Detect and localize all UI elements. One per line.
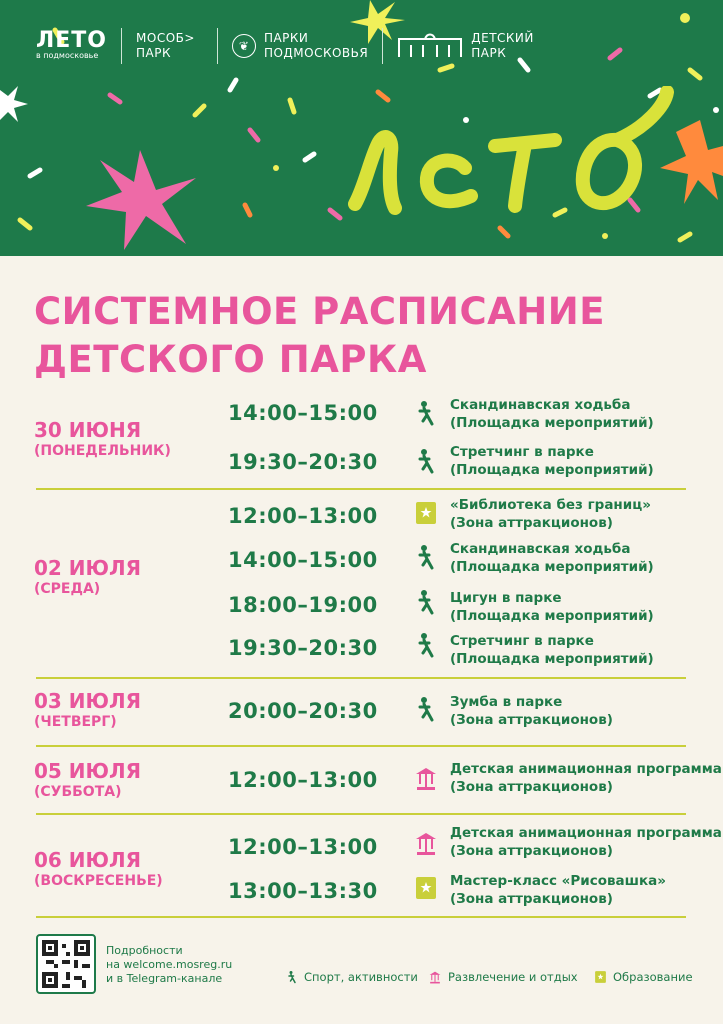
event-place: (Площадка мероприятий)	[450, 651, 654, 667]
day-date: 03 ИЮЛЯ	[34, 689, 142, 713]
event-title: Детская анимационная программа	[450, 825, 722, 841]
more-info-text	[106, 944, 232, 986]
divider	[36, 677, 686, 679]
legend-edu	[594, 970, 693, 984]
event-title: Стретчинг в парке	[450, 444, 594, 460]
mosobl-line2: ПАРК	[136, 46, 172, 60]
book-icon	[594, 970, 607, 984]
leto-logo-text: ЛЕТО	[36, 28, 108, 53]
event-place: (Площадка мероприятий)	[450, 559, 654, 575]
logo-divider	[382, 28, 383, 64]
event-info	[450, 396, 654, 432]
event-title: Зумба в парке	[450, 694, 563, 710]
day-date: 06 ИЮЛЯ	[34, 848, 142, 872]
legend-fun	[428, 970, 578, 984]
page-title	[34, 288, 605, 384]
event-info	[450, 824, 722, 860]
event-info	[450, 760, 722, 796]
day-weekday: (ПОНЕДЕЛЬНИК)	[34, 443, 171, 459]
leaf-icon: ❦	[232, 34, 256, 58]
event-time: 14:00–15:00	[228, 401, 378, 425]
sport-icon	[414, 544, 438, 570]
day-date: 05 ИЮЛЯ	[34, 759, 142, 783]
event-info	[450, 589, 654, 625]
legend-edu-label: Образование	[613, 970, 693, 984]
more-info-line1: Подробности	[106, 944, 183, 957]
event-title: Детская анимационная программа	[450, 761, 722, 777]
page-title-line1: СИСТЕМНОЕ РАСПИСАНИЕ	[34, 290, 606, 333]
event-place: (Площадка мероприятий)	[450, 462, 654, 478]
mosobl-line1: МОСОБ>	[136, 31, 195, 45]
event-info	[450, 632, 654, 668]
event-place: (Зона аттракционов)	[450, 712, 613, 728]
logo-divider	[121, 28, 122, 64]
parks-line1: ПАРКИ	[263, 31, 309, 45]
page-title-line2: ДЕТСКОГО ПАРКА	[34, 338, 427, 381]
qr-code[interactable]	[36, 934, 96, 994]
day-weekday: (СУББОТА)	[34, 784, 122, 800]
kids-line1: ДЕТСКИЙ	[471, 31, 534, 45]
legend-sport	[286, 970, 418, 984]
qr-code-pattern	[38, 936, 94, 992]
event-time: 12:00–13:00	[228, 768, 378, 792]
leto-script-lettering	[345, 86, 685, 226]
divider	[36, 916, 686, 918]
schedule-day	[34, 494, 686, 676]
event-title: «Библиотека без границ»	[450, 497, 651, 513]
event-title: Мастер-класс «Рисовашка»	[450, 873, 666, 889]
book-icon	[414, 500, 438, 526]
sport-icon	[414, 448, 438, 474]
event-title: Стретчинг в парке	[450, 633, 594, 649]
logo-divider	[217, 28, 218, 64]
carousel-icon	[414, 765, 438, 791]
schedule-day	[34, 686, 686, 740]
parks-podmoskovya-logo	[264, 31, 368, 61]
sport-icon	[414, 632, 438, 658]
leto-logo	[36, 28, 108, 61]
event-info	[450, 540, 654, 576]
header-banner	[0, 0, 723, 256]
event-place: (Площадка мероприятий)	[450, 415, 654, 431]
day-label	[34, 418, 171, 460]
event-time: 14:00–15:00	[228, 548, 378, 572]
event-place: (Зона аттракционов)	[450, 891, 613, 907]
day-weekday: (СРЕДА)	[34, 581, 101, 597]
divider	[36, 745, 686, 747]
sport-icon	[414, 400, 438, 426]
carousel-icon	[414, 830, 438, 856]
event-time: 18:00–19:00	[228, 593, 378, 617]
footer	[36, 934, 696, 994]
event-time: 19:30–20:30	[228, 450, 378, 474]
divider	[36, 488, 686, 490]
event-info	[450, 693, 613, 729]
event-title: Цигун в парке	[450, 590, 562, 606]
book-icon	[414, 875, 438, 901]
event-time: 12:00–13:00	[228, 835, 378, 859]
divider	[36, 813, 686, 815]
day-date: 02 ИЮЛЯ	[34, 556, 142, 580]
sport-icon	[414, 696, 438, 722]
schedule-day	[34, 822, 722, 914]
event-time: 13:00–13:30	[228, 879, 378, 903]
mosobl-park-logo	[136, 31, 195, 61]
event-place: (Зона аттракционов)	[450, 515, 613, 531]
day-date: 30 ИЮНЯ	[34, 418, 142, 442]
more-info-line2[interactable]: на welcome.mosreg.ru	[106, 958, 233, 971]
event-title: Скандинавская ходьба	[450, 397, 631, 413]
leto-logo-sub: в подмосковье	[36, 51, 99, 60]
event-time: 19:30–20:30	[228, 636, 378, 660]
event-info	[450, 443, 654, 479]
sport-icon	[286, 970, 298, 984]
legend-fun-label: Развлечение и отдых	[448, 970, 578, 984]
kids-park-icon	[397, 33, 463, 59]
event-place: (Зона аттракционов)	[450, 779, 613, 795]
event-time: 20:00–20:30	[228, 699, 378, 723]
event-info	[450, 872, 666, 908]
schedule-day	[34, 756, 722, 810]
day-weekday: (ВОСКРЕСЕНЬЕ)	[34, 873, 163, 889]
event-place: (Зона аттракционов)	[450, 843, 613, 859]
partner-logos	[36, 28, 534, 64]
day-label	[34, 556, 141, 598]
carousel-icon	[428, 970, 442, 984]
day-label	[34, 689, 141, 731]
legend-sport-label: Спорт, активности	[304, 970, 418, 984]
kids-line2: ПАРК	[471, 46, 507, 60]
event-time: 12:00–13:00	[228, 504, 378, 528]
event-info	[450, 496, 651, 532]
kids-park-logo	[471, 31, 534, 61]
day-weekday: (ЧЕТВЕРГ)	[34, 714, 117, 730]
event-place: (Площадка мероприятий)	[450, 608, 654, 624]
parks-line2: ПОДМОСКОВЬЯ	[263, 46, 369, 60]
event-title: Скандинавская ходьба	[450, 541, 631, 557]
day-label	[34, 848, 163, 890]
day-label	[34, 759, 141, 801]
schedule-day	[34, 394, 686, 486]
sport-icon	[414, 589, 438, 615]
more-info-line3: и в Telegram-канале	[106, 972, 223, 985]
